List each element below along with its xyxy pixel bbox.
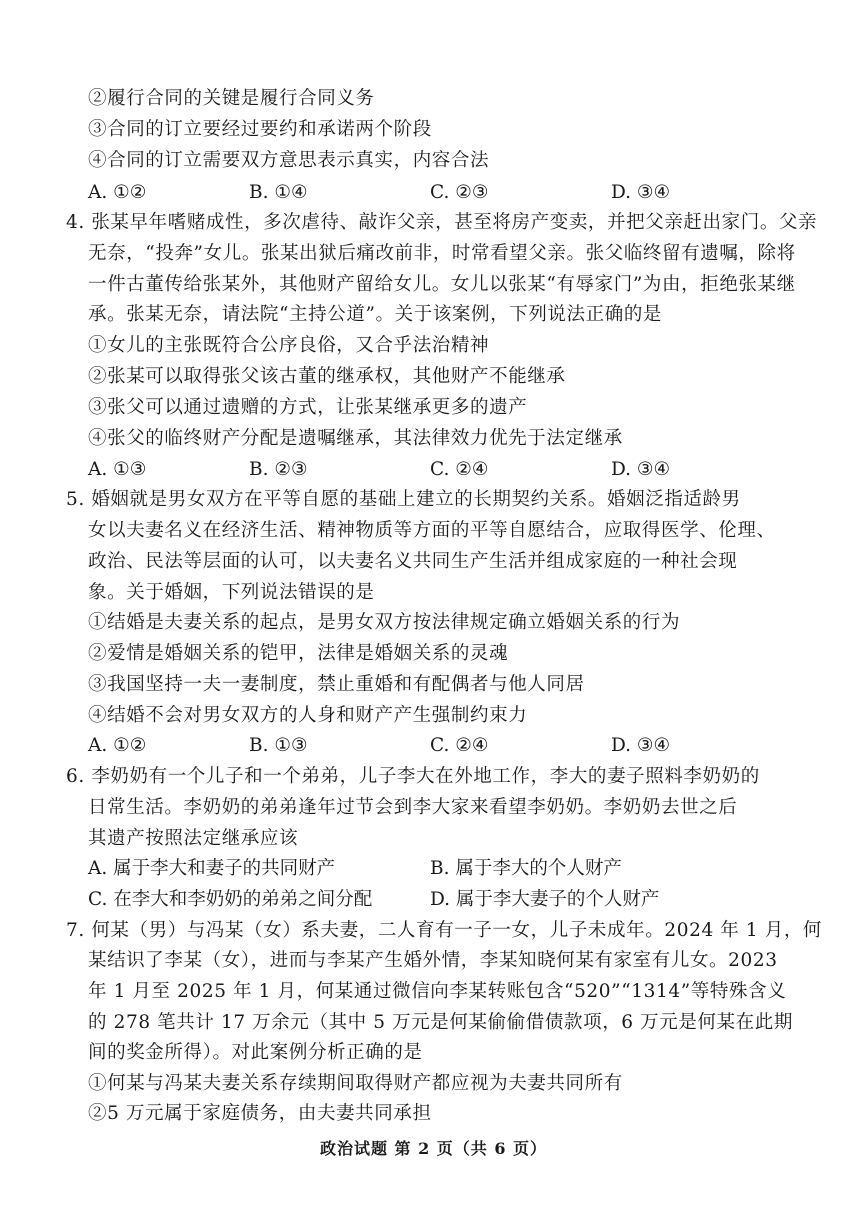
q5-stem-line-4: 象。关于婚姻，下列说法错误的是 [88,582,375,603]
q6-stem-line-3: 其遗产按照法定继承应该 [88,828,299,849]
q5-option-b: B. ①③ [249,735,308,756]
q3-statement-2: ②履行合同的关键是履行合同义务 [88,88,375,109]
q6-option-c: C. 在李大和李奶奶的弟弟之间分配 [88,889,373,910]
page-footer: 政治试题 第 2 页（共 6 页） [319,1139,548,1158]
q4-stem-line-2: 无奈，“投奔”女儿。张某出狱后痛改前非，时常看望父亲。张父临终留有遗嘱，除将 [88,243,796,264]
q7-stem-line-2: 某结识了李某（女），进而与李某产生婚外情，李某知晓何某有家室有儿女。2023 [88,950,778,971]
q4-stem-line-4: 承。张某无奈，请法院“主持公道”。关于该案例，下列说法正确的是 [88,304,663,325]
q5-statement-3: ③我国坚持一夫一妻制度，禁止重婚和有配偶者与他人同居 [88,674,585,695]
q5-stem-line-1: 5. 婚姻就是男女双方在平等自愿的基础上建立的长期契约关系。婚姻泛指适龄男 [66,489,741,510]
q3-statement-4: ④合同的订立需要双方意思表示真实，内容合法 [88,150,490,171]
q4-stem-line-1: 4. 张某早年嗜赌成性，多次虐待、敲诈父亲，甚至将房产变卖，并把父亲赶出家门。父亲 [66,212,818,233]
q6-option-a: A. 属于李大和妻子的共同财产 [88,858,336,879]
q4-statement-4: ④张父的临终财产分配是遗嘱继承，其法律效力优先于法定继承 [88,428,623,449]
q4-option-b: B. ②③ [249,459,308,480]
q6-stem-line-2: 日常生活。李奶奶的弟弟逢年过节会到李大家来看望李奶奶。李奶奶去世之后 [88,797,738,818]
q3-option-b: B. ①④ [249,182,308,203]
q7-statement-1: ①何某与冯某夫妻关系存续期间取得财产都应视为夫妻共同所有 [88,1073,623,1094]
q5-option-c: C. ②④ [430,735,489,756]
q6-option-d: D. 属于李大妻子的个人财产 [430,889,660,910]
q4-statement-2: ②张某可以取得张父该古董的继承权，其他财产不能继承 [88,366,566,387]
q5-stem-line-2: 女以夫妻名义在经济生活、精神物质等方面的平等自愿结合，应取得医学、伦理、 [88,520,776,541]
q5-stem-line-3: 政治、民法等层面的认可，以夫妻名义共同生产生活并组成家庭的一种社会现 [88,551,738,572]
q4-option-a: A. ①③ [88,459,147,480]
q4-option-c: C. ②④ [430,459,489,480]
q7-statement-2: ②5 万元属于家庭债务，由夫妻共同承担 [88,1103,432,1124]
q5-statement-1: ①结婚是夫妻关系的起点，是男女双方按法律规定确立婚姻关系的行为 [88,612,681,633]
q4-statement-3: ③张父可以通过遗赠的方式，让张某继承更多的遗产 [88,397,528,418]
q3-statement-3: ③合同的订立要经过要约和承诺两个阶段 [88,119,432,140]
q3-option-c: C. ②③ [430,182,489,203]
q4-stem-line-3: 一件古董传给张某外，其他财产留给女儿。女儿以张某“有辱家门”为由，拒绝张某继 [88,274,796,295]
q5-option-d: D. ③④ [611,735,671,756]
q7-stem-line-3: 年 1 月至 2025 年 1 月，何某通过微信向李某转账包含“520”“1314”等特殊含义 [88,981,787,1002]
q6-stem-line-1: 6. 李奶奶有一个儿子和一个弟弟，儿子李大在外地工作，李大的妻子照料李奶奶的 [66,766,760,787]
q7-stem-line-4: 的 278 笔共计 17 万余元（其中 5 万元是何某偷偷借债款项，6 万元是何某在此期 [88,1012,793,1033]
q3-option-a: A. ①② [88,182,147,203]
q4-statement-1: ①女儿的主张既符合公序良俗，又合乎法治精神 [88,335,490,356]
q4-option-d: D. ③④ [611,459,671,480]
q5-statement-2: ②爱情是婚姻关系的铠甲，法律是婚姻关系的灵魂 [88,643,509,664]
q5-statement-4: ④结婚不会对男女双方的人身和财产产生强制约束力 [88,705,528,726]
q6-option-b: B. 属于李大的个人财产 [430,858,622,879]
q3-option-d: D. ③④ [611,182,671,203]
q7-stem-line-5: 间的奖金所得）。对此案例分析正确的是 [88,1042,423,1063]
q5-option-a: A. ①② [88,735,147,756]
q7-stem-line-1: 7. 何某（男）与冯某（女）系夫妻，二人育有一子一女，儿子未成年。2024 年 1 月，何 [66,920,823,941]
